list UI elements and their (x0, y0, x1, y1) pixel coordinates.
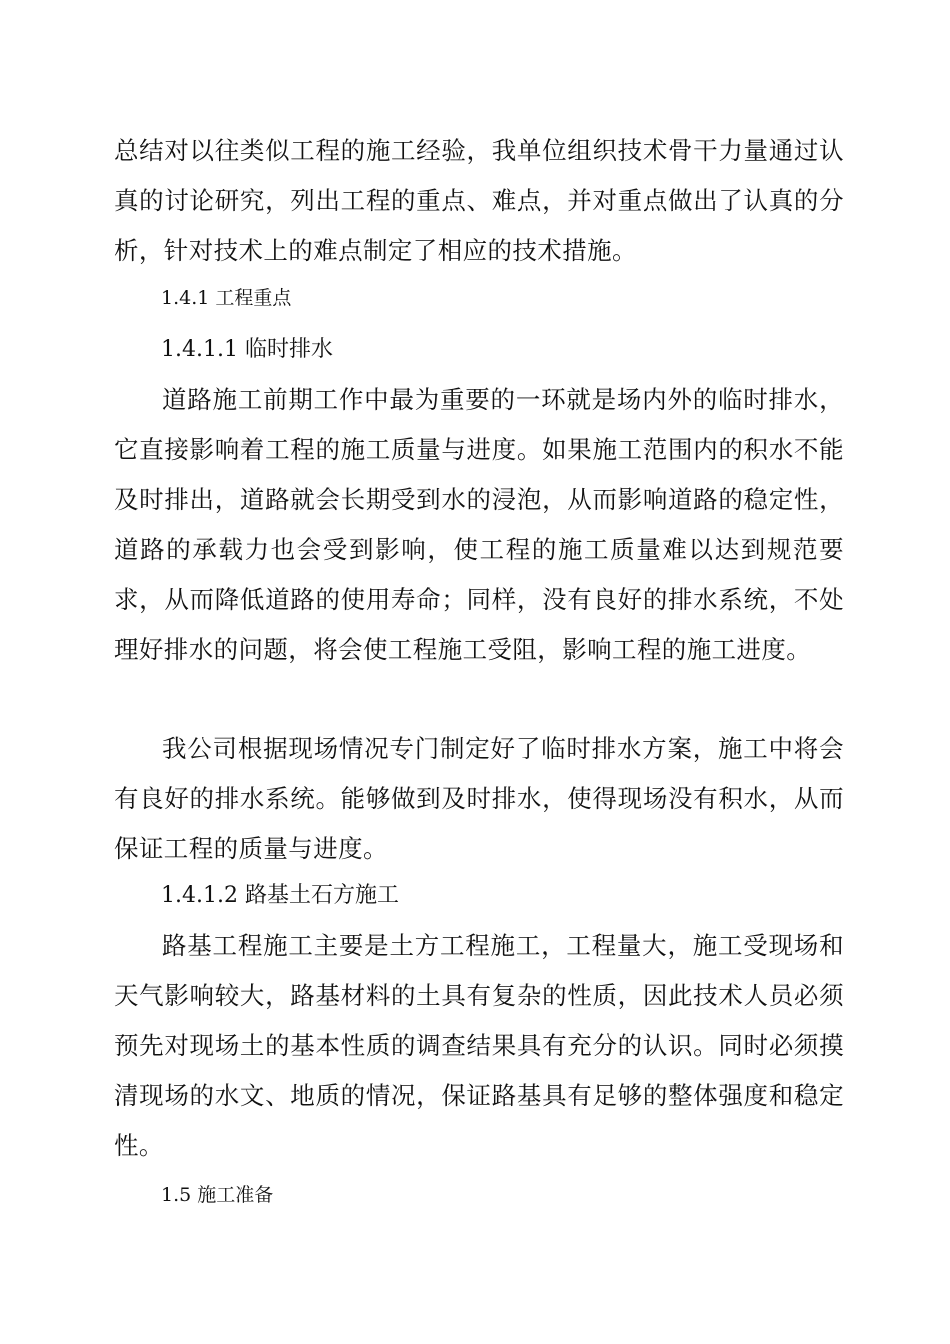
intro-paragraph: 总结对以往类似工程的施工经验，我单位组织技术骨干力量通过认真的讨论研究，列出工程的重点、难点，并对重点做出了认真的分析，针对技术上的难点制定了相应的技术措施。 (114, 136, 844, 265)
section-heading-1-4-1-1: 1.4.1.1 临时排水 (161, 337, 333, 362)
section-heading-1-5: 1.5 施工准备 (161, 1184, 274, 1206)
section-heading-1-4-1: 1.4.1 工程重点 (161, 287, 292, 309)
section-heading-1-4-1-2: 1.4.1.2 路基土石方施工 (161, 883, 399, 908)
drainage-paragraph-2: 我公司根据现场情况专门制定好了临时排水方案，施工中将会有良好的排水系统。能够做到及时排水，使得现场没有积水，从而保证工程的质量与进度。 (114, 734, 844, 863)
drainage-paragraph-1: 道路施工前期工作中最为重要的一环就是场内外的临时排水，它直接影响着工程的施工质量与进度。如果施工范围内的积水不能及时排出，道路就会长期受到水的浸泡，从而影响道路的稳定性，道路的承载力也会受到影响，使工程的施工质量难以达到规范要求，从而降低道路的使用寿命；同样，没有良好的排水系统，不处理好排水的问题，将会使工程施工受阻，影响工程的施工进度。 (114, 385, 844, 664)
subgrade-paragraph: 路基工程施工主要是土方工程施工，工程量大，施工受现场和天气影响较大，路基材料的土具有复杂的性质，因此技术人员必须预先对现场土的基本性质的调查结果具有充分的认识。同时必须摸清现场的水文、地质的情况，保证路基具有足够的整体强度和稳定性。 (114, 931, 844, 1160)
